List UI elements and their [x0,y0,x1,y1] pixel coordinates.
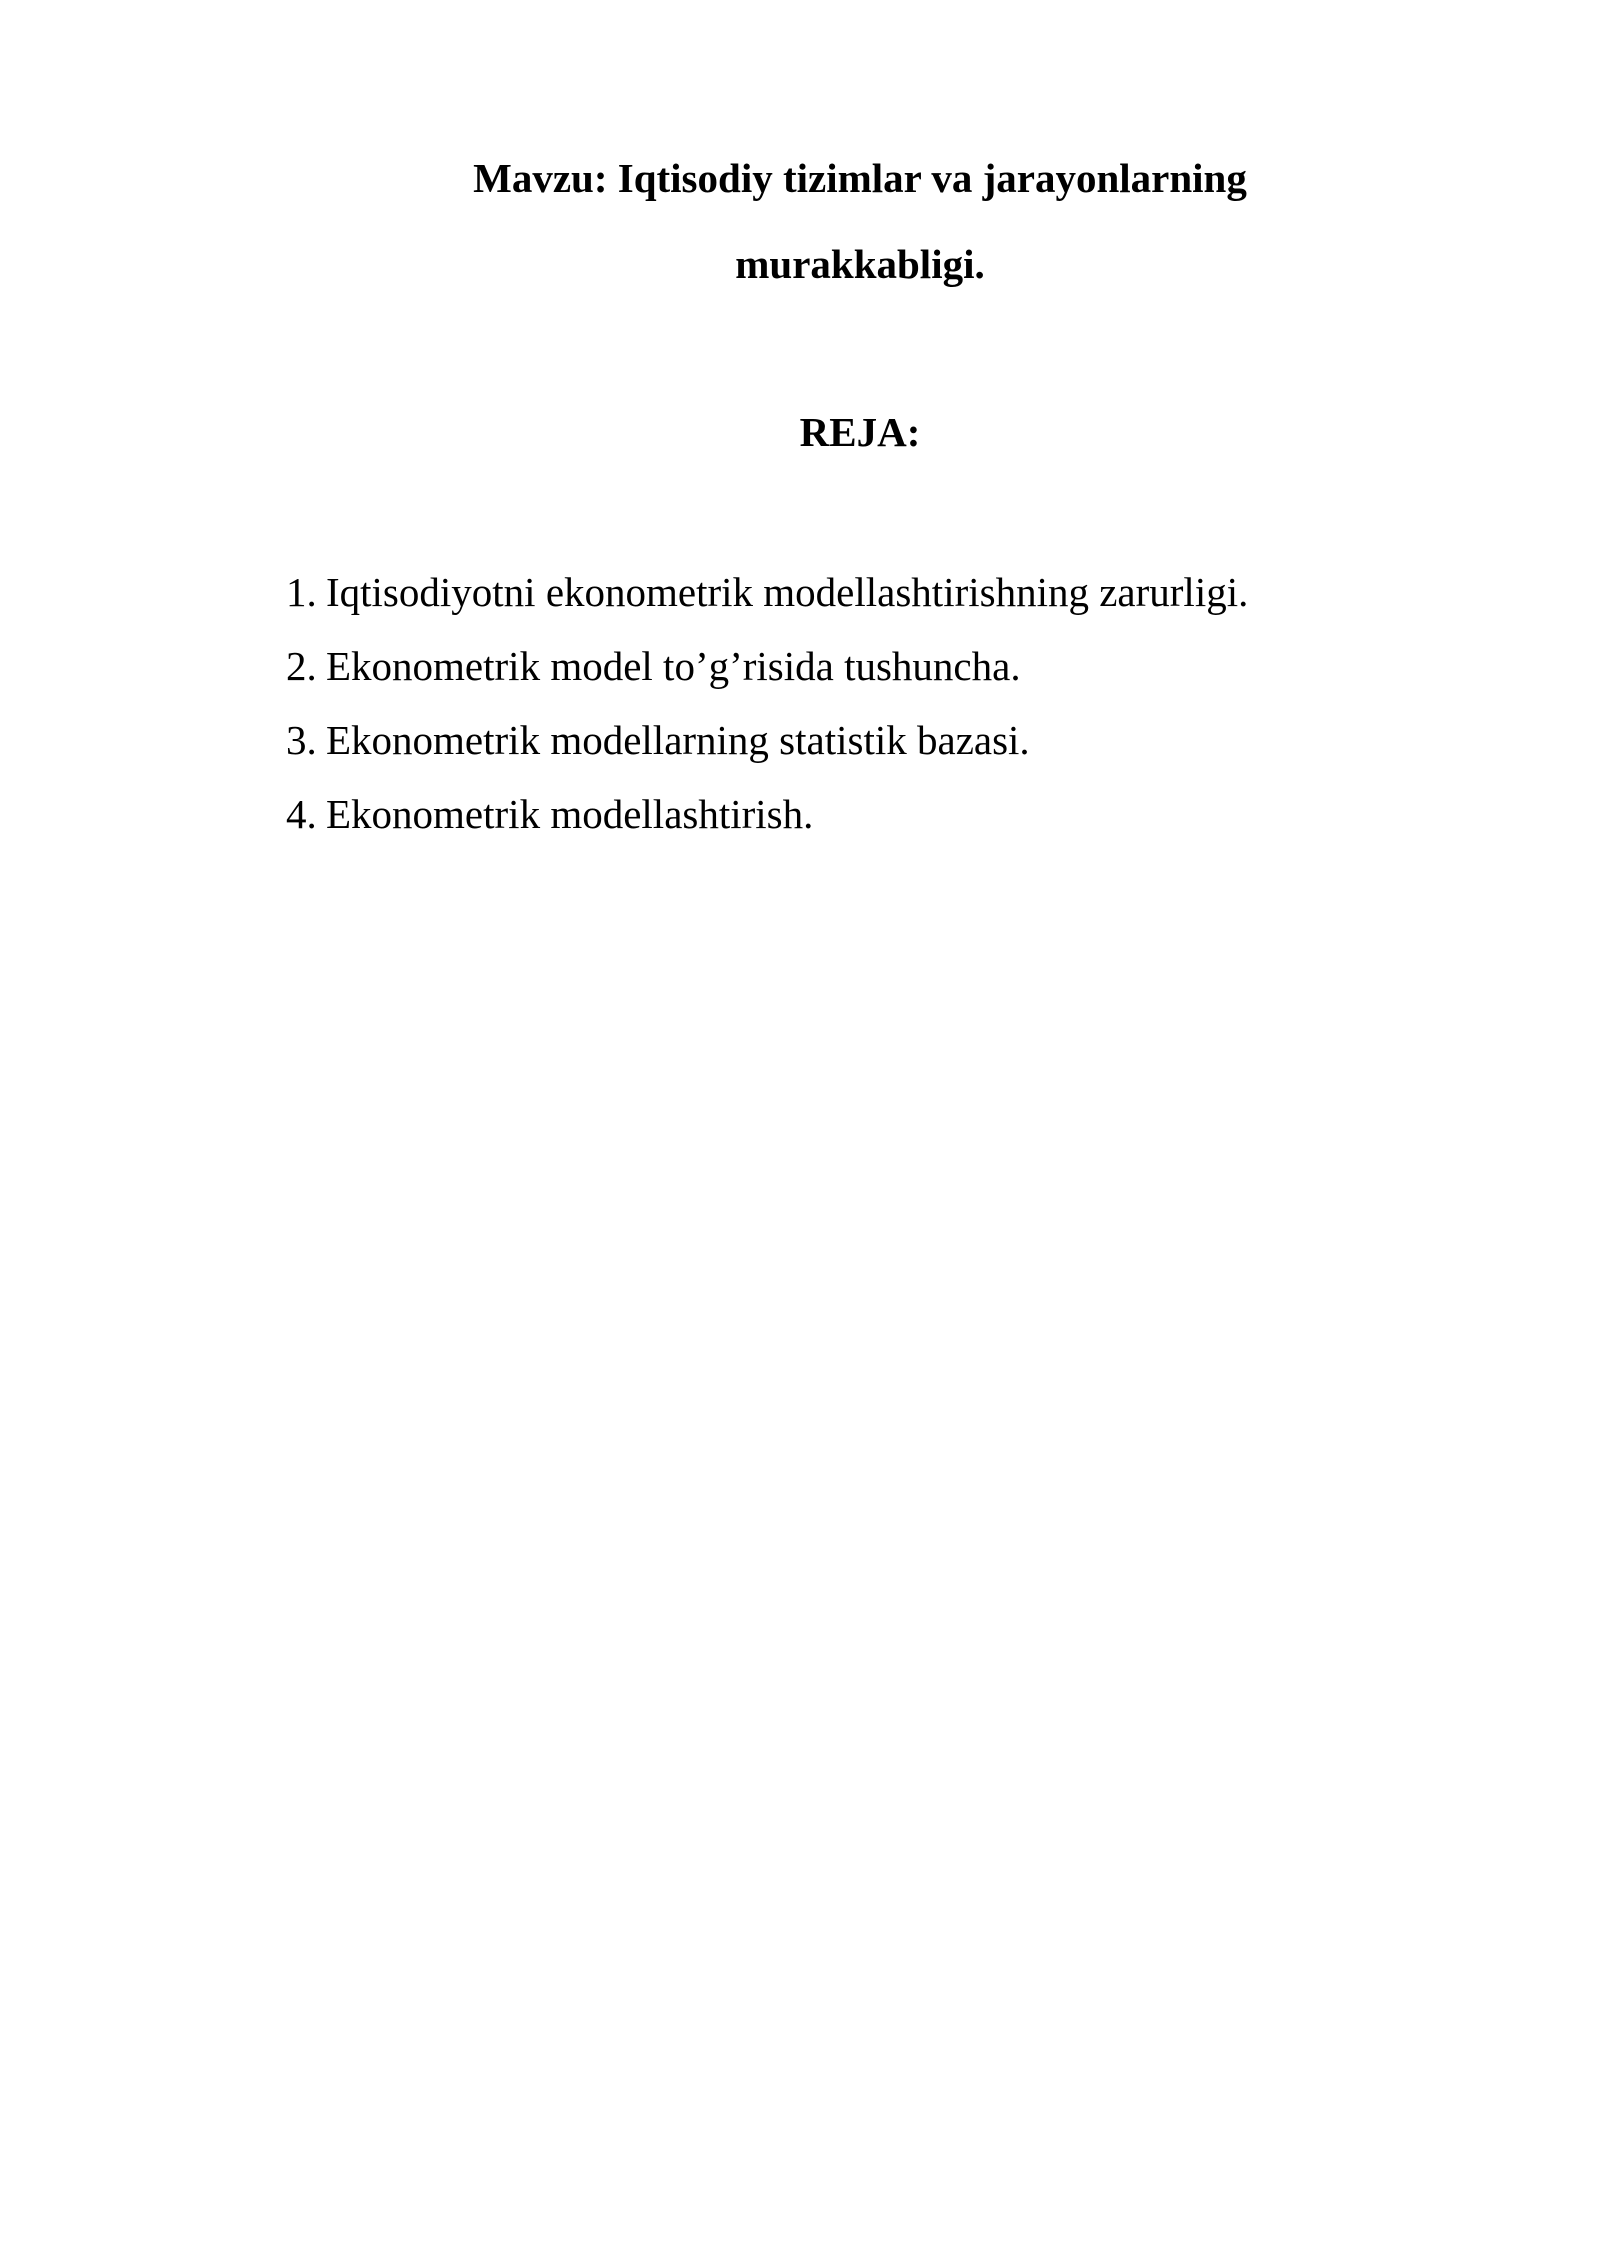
topic-title-line-2: murakkabligi. [735,241,985,287]
topic-title-line-1: Mavzu: Iqtisodiy tizimlar va jarayonlarning [473,155,1247,201]
plan-item-number: 4. [286,791,317,837]
plan-item-text: Ekonometrik model to’g’risida tushuncha. [326,643,1021,689]
plan-item [286,567,1248,617]
plan-heading: REJA: [799,409,921,455]
plan-item-number: 2. [286,643,317,689]
plan-item [286,641,1248,691]
plan-item-text: Ekonometrik modellashtirish. [326,791,814,837]
plan-item-number: 1. [286,569,317,615]
plan-item-text: Iqtisodiyotni ekonometrik modellashtirishning zarurligi. [326,569,1249,615]
plan-list [286,567,1248,863]
plan-item-number: 3. [286,717,317,763]
plan-item [286,789,1248,839]
plan-item-text: Ekonometrik modellarning statistik bazasi. [326,717,1030,763]
plan-item [286,715,1248,765]
